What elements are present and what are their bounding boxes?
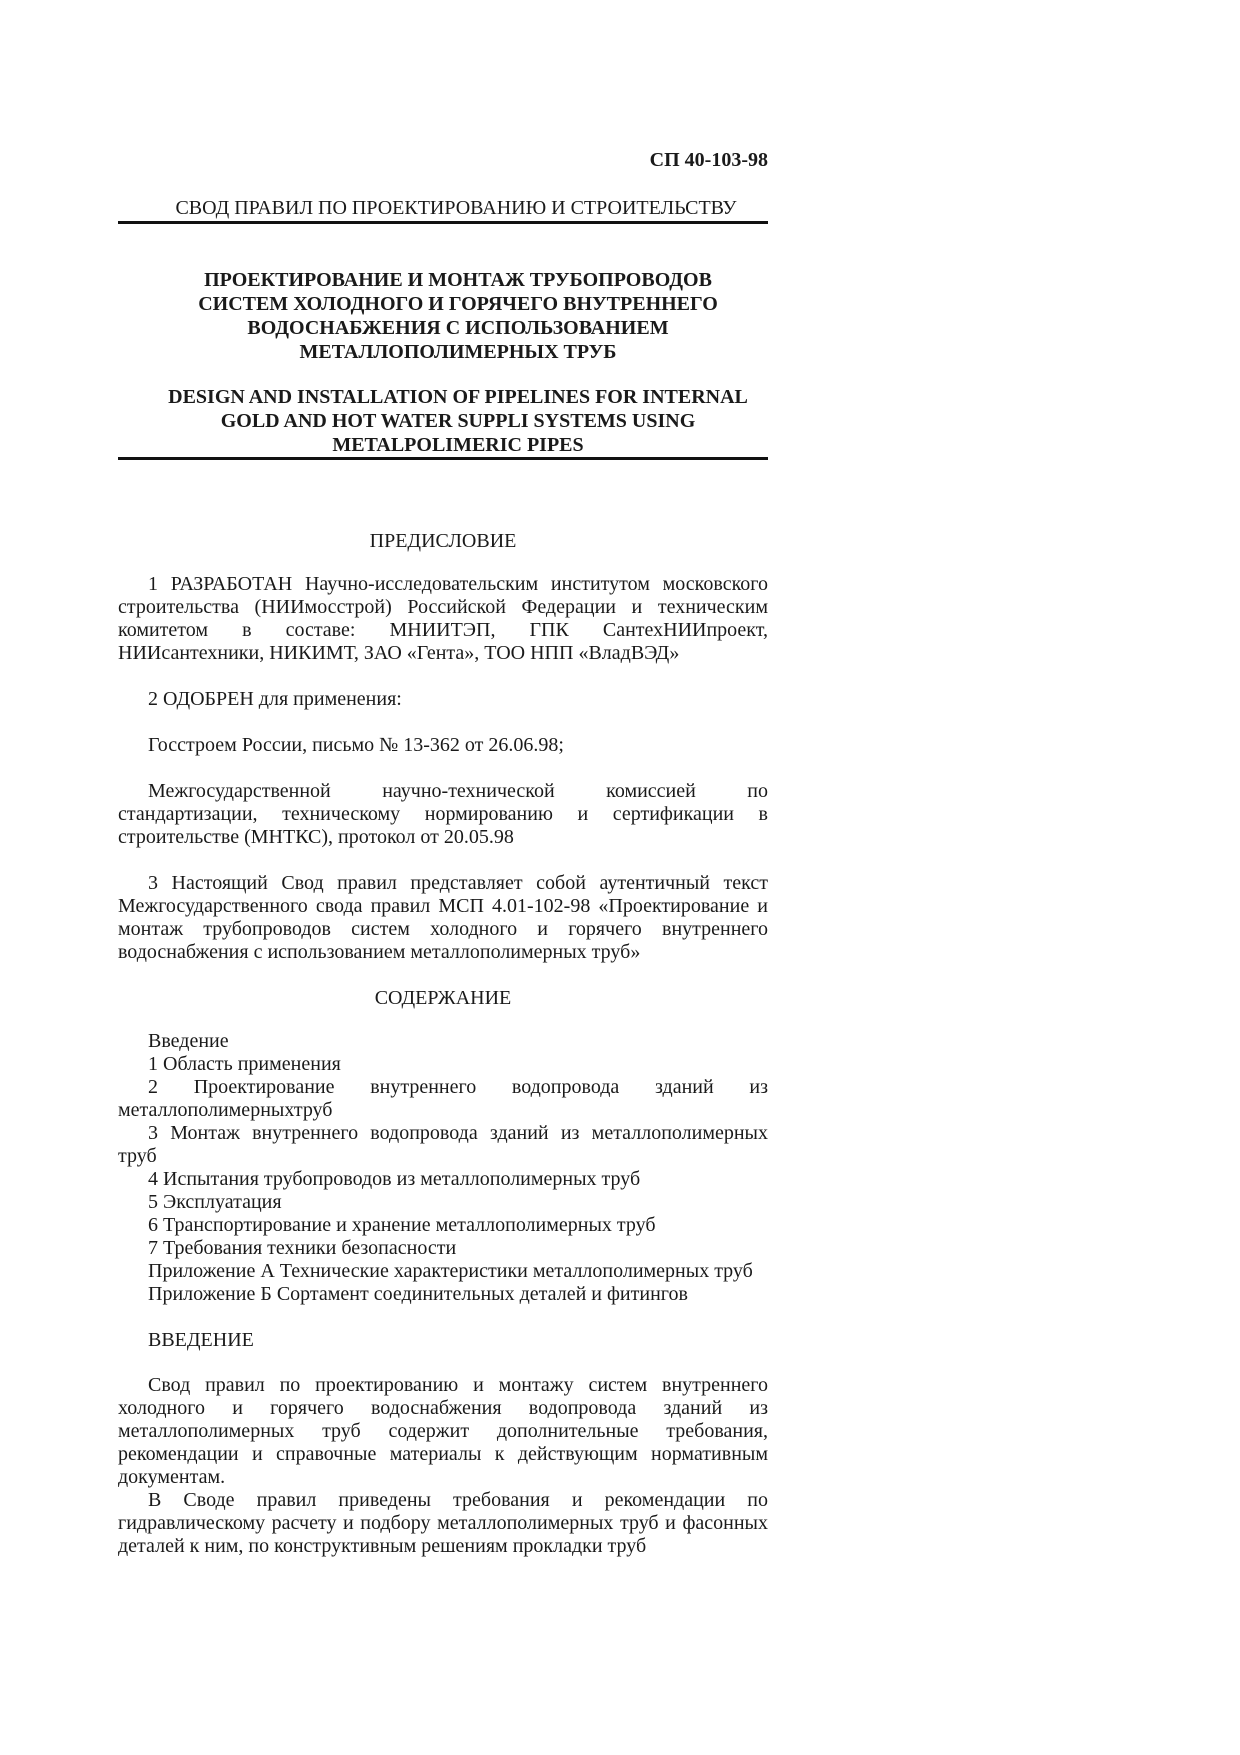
header-divider: [118, 221, 768, 224]
title-ru-line: ПРОЕКТИРОВАНИЕ И МОНТАЖ ТРУБОПРОВОДОВ: [204, 269, 712, 291]
contents-item: 3 Монтаж внутреннего водопровода зданий из металлополимерных труб: [118, 1122, 768, 1167]
introduction-heading: ВВЕДЕНИЕ: [148, 1329, 254, 1351]
title-ru-line: ВОДОСНАБЖЕНИЯ С ИСПОЛЬЗОВАНИЕМ: [247, 317, 669, 339]
title-ru-line: МЕТАЛЛОПОЛИМЕРНЫХ ТРУБ: [299, 341, 617, 363]
foreword-paragraph: 1 РАЗРАБОТАН Научно-исследовательским институтом московского строительства (НИИмосстрой) Российской Федерации и техническим комитетом в составе: МНИИТЭП, ГПК СантехНИИпроект, НИИсантехники, НИКИМТ, ЗАО «Гента», ТОО НПП «ВладВЭД»: [118, 573, 768, 664]
document-body: [118, 530, 768, 1558]
foreword-paragraph: Госстроем России, письмо № 13-362 от 26.06.98;: [148, 734, 564, 756]
contents-list: [118, 1030, 768, 1306]
foreword-paragraph: 2 ОДОБРЕН для применения:: [148, 688, 402, 710]
contents-heading: СОДЕРЖАНИЕ: [374, 987, 512, 1009]
title-english: [148, 385, 768, 457]
title-en-line: GOLD AND HOT WATER SUPPLI SYSTEMS USING: [220, 410, 696, 432]
contents-item: Приложение А Технические характеристики металлополимерных труб: [148, 1260, 753, 1282]
title-en-line: DESIGN AND INSTALLATION OF PIPELINES FOR INTERNAL: [168, 386, 748, 408]
contents-item: 2 Проектирование внутреннего водопровода зданий из металлополимерныхтруб: [118, 1076, 768, 1121]
document-page: [118, 0, 768, 1755]
introduction-paragraph: В Своде правил приведены требования и рекомендации по гидравлическому расчету и подбору металлополимерных труб и фасонных деталей к ним, по конструктивным решениям прокладки труб: [118, 1489, 768, 1557]
contents-item: 1 Область применения: [148, 1053, 341, 1075]
title-ru-line: СИСТЕМ ХОЛОДНОГО И ГОРЯЧЕГО ВНУТРЕННЕГО: [198, 293, 718, 315]
foreword-heading: ПРЕДИСЛОВИЕ: [369, 530, 517, 552]
contents-item: 4 Испытания трубопроводов из металлополимерных труб: [148, 1168, 641, 1190]
document-series-title: СВОД ПРАВИЛ ПО ПРОЕКТИРОВАНИЮ И СТРОИТЕЛЬСТВУ: [175, 197, 737, 219]
introduction-paragraph: Свод правил по проектированию и монтажу систем внутреннего холодного и горячего водоснабжения водопровода зданий из металлополимерных труб содержит дополнительные требования, рекомендации и справочные материалы к действующим нормативным документам.: [118, 1374, 768, 1488]
foreword-paragraph: Межгосударственной научно-технической комиссией по стандартизации, техническому нормированию и сертификации в строительстве (МНТКС), протокол от 20.05.98: [118, 780, 768, 848]
foreword-paragraph: 3 Настоящий Свод правил представляет собой аутентичный текст Межгосударственного свода правил МСП 4.01-102-98 «Проектирование и монтаж трубопроводов систем холодного и горячего внутреннего водоснабжения с использованием металлополимерных труб»: [118, 872, 768, 963]
title-en-line: METALPOLIMERIC PIPES: [332, 434, 584, 456]
title-divider: [118, 457, 768, 460]
contents-item: 5 Эксплуатация: [148, 1191, 282, 1213]
title-russian: [148, 268, 768, 364]
contents-item: 7 Требования техники безопасности: [148, 1237, 457, 1259]
contents-item: Введение: [148, 1030, 229, 1052]
document-code: СП 40-103-98: [649, 149, 768, 171]
contents-item: 6 Транспортирование и хранение металлополимерных труб: [148, 1214, 656, 1236]
contents-item: Приложение Б Сортамент соединительных деталей и фитингов: [148, 1283, 688, 1305]
